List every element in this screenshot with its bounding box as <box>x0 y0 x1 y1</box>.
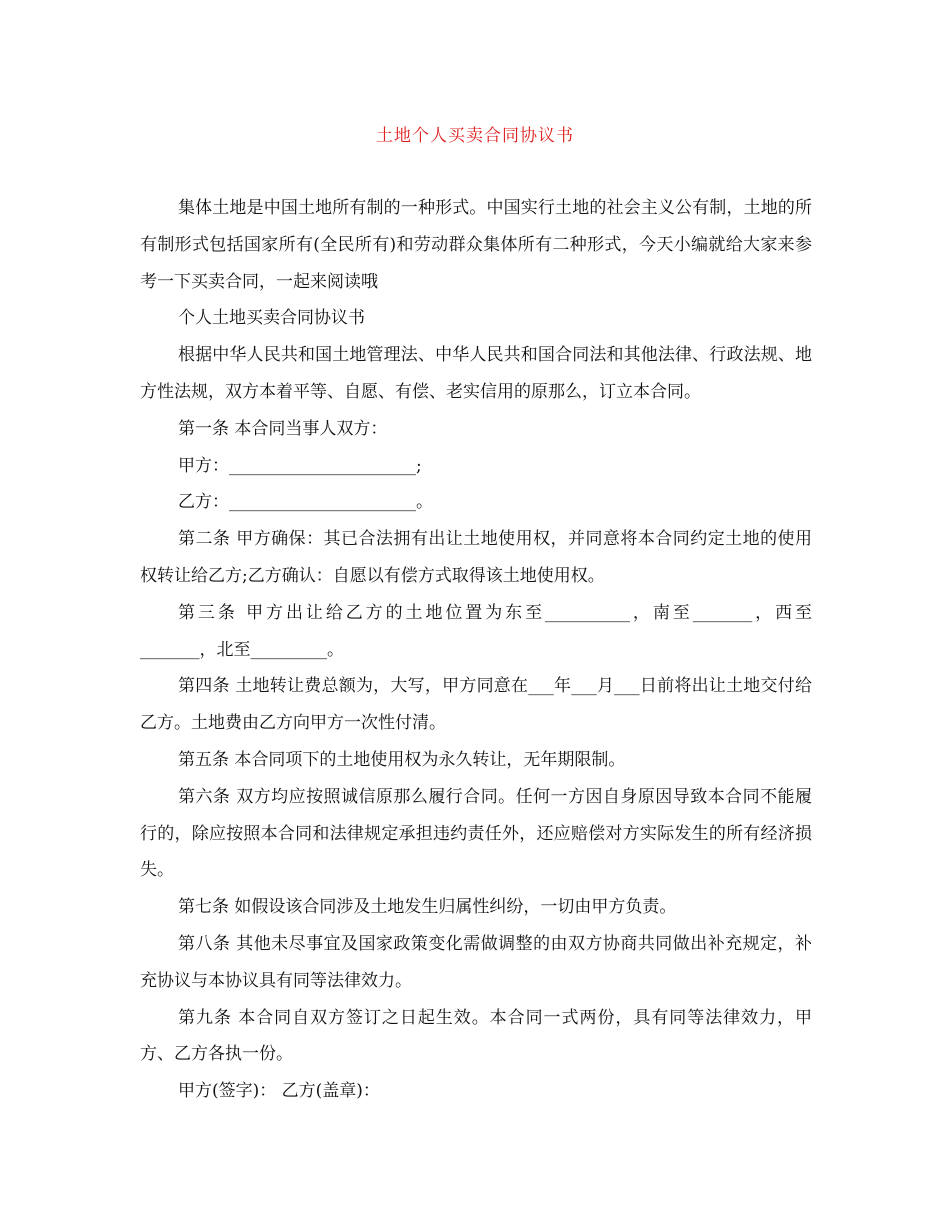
article-7-paragraph: 第七条 如假设该合同涉及土地发生归属性纠纷，一切由甲方负责。 <box>178 897 677 918</box>
article-3-paragraph: 第三条 甲方出让给乙方的土地位置为东至__________，南至_______，西至_______，北至_________。 <box>140 602 812 660</box>
preamble-paragraph: 根据中华人民共和国土地管理法、中华人民共和国合同法和其他法律、行政法规、地方性法规，双方本着平等、自愿、有偿、老实信用的原那么，订立本合同。 <box>140 345 812 402</box>
document-title: 土地个人买卖合同协议书 <box>376 126 574 146</box>
article-4-paragraph: 第四条 土地转让费总额为，大写，甲方同意在___年___月___日前将出让土地交付给乙方。土地费由乙方向甲方一次性付清。 <box>140 676 812 734</box>
article-9-paragraph: 第九条 本合同自双方签订之日起生效。本合同一式两份，具有同等法律效力，甲方、乙方各执一份。 <box>140 1007 812 1065</box>
party-a-line: 甲方：______________________; <box>178 455 422 476</box>
article-5-paragraph: 第五条 本合同项下的土地使用权为永久转让，无年期限制。 <box>178 749 626 770</box>
article-1-paragraph: 第一条 本合同当事人双方： <box>178 418 388 439</box>
subtitle-paragraph: 个人土地买卖合同协议书 <box>178 308 365 329</box>
document-body <box>140 190 812 1110</box>
article-8-paragraph: 第八条 其他未尽事宜及国家政策变化需做调整的由双方协商共同做出补充规定，补充协议与本协议具有同等法律效力。 <box>140 933 812 991</box>
article-2-paragraph: 第二条 甲方确保：其已合法拥有出让土地使用权，并同意将本合同约定土地的使用权转让给乙方;乙方确认：自愿以有偿方式取得该土地使用权。 <box>140 529 812 586</box>
intro-paragraph: 集体土地是中国土地所有制的一种形式。中国实行土地的社会主义公有制，土地的所有制形式包括国家所有(全民所有)和劳动群众集体所有二种形式，今天小编就给大家来参考一下买卖合同，一起来阅读哦 <box>140 198 812 292</box>
signature-line: 甲方(签字)： 乙方(盖章)： <box>178 1081 380 1102</box>
article-6-paragraph: 第六条 双方均应按照诚信原那么履行合同。任何一方因自身原因导致本合同不能履行的，除应按照本合同和法律规定承担违约责任外，还应赔偿对方实际发生的所有经济损失。 <box>140 786 812 881</box>
party-b-line: 乙方：______________________。 <box>178 492 433 513</box>
